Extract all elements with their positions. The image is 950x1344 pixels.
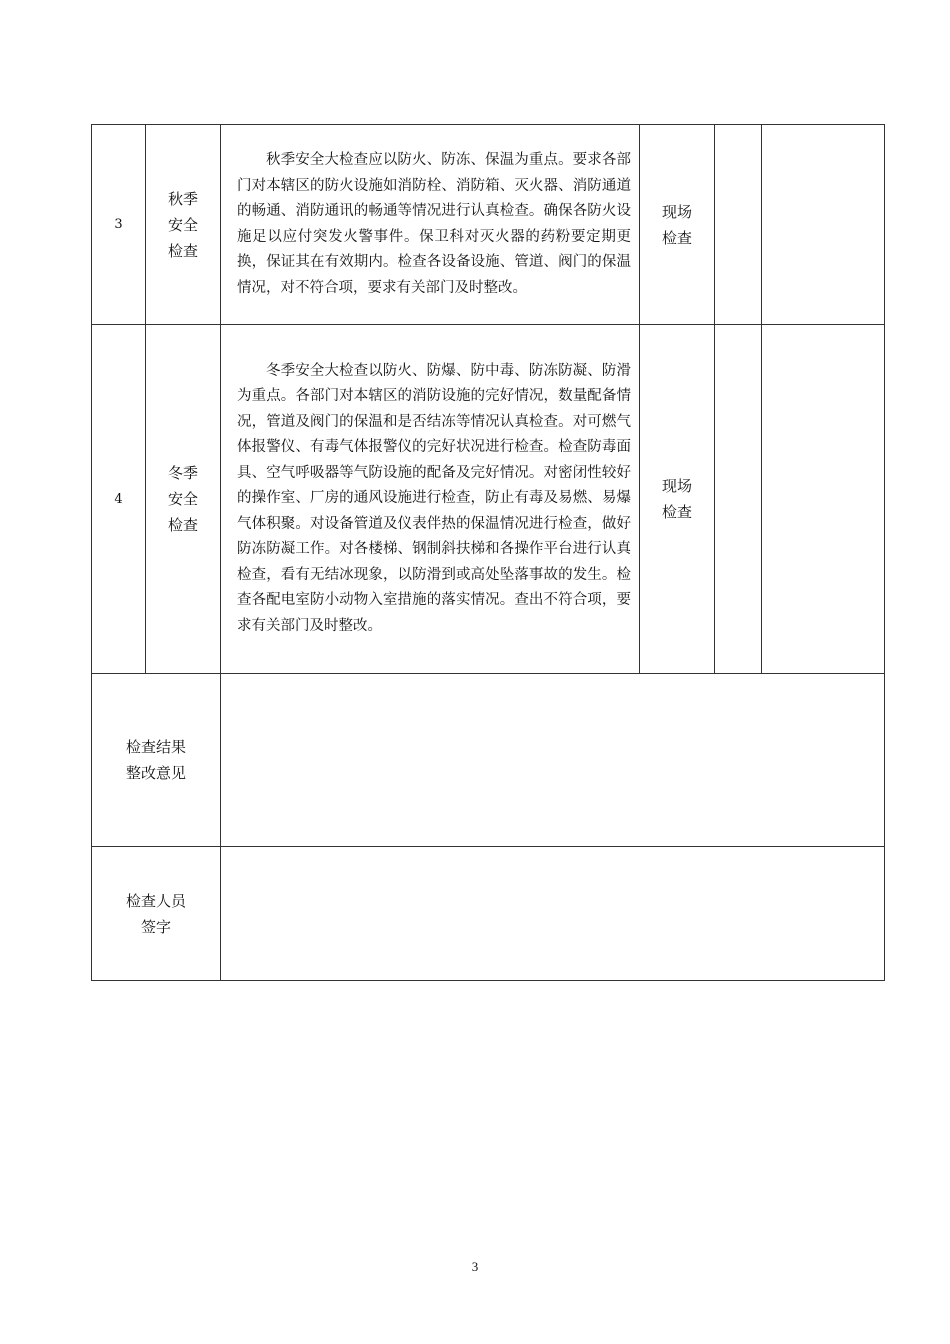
table-row [92, 125, 885, 325]
row-number: 3 [92, 125, 146, 325]
result-field[interactable] [221, 674, 885, 847]
inspection-content: 秋季安全大检查应以防火、防冻、保温为重点。要求各部门对本辖区的防火设施如消防栓、消防箱、灭火器、消防通道的畅通、消防通讯的畅通等情况进行认真检查。确保各防火设施足以应付突发火警事件。保卫科对灭火器的药粉要定期更换，保证其在有效期内。检查各设备设施、管道、阀门的保温情况，对不符合项，要求有关部门及时整改。 [221, 125, 640, 325]
row-number: 4 [92, 325, 146, 674]
table-row [92, 325, 885, 674]
empty-cell [715, 125, 762, 325]
inspection-content: 冬季安全大检查以防火、防爆、防中毒、防冻防凝、防滑为重点。各部门对本辖区的消防设施的完好情况，数量配备情况，管道及阀门的保温和是否结冻等情况认真检查。对可燃气体报警仪、有毒气体报警仪的完好状况进行检查。检查防毒面具、空气呼吸器等气防设施的配备及完好情况。对密闭性较好的操作室、厂房的通风设施进行检查，防止有毒及易燃、易爆气体积聚。对设备管道及仪表伴热的保温情况进行检查，做好防冻防凝工作。对各楼梯、钢制斜扶梯和各操作平台进行认真检查，看有无结冰现象，以防滑到或高处坠落事故的发生。检查各配电室防小动物入室措施的落实情况。查出不符合项，要求有关部门及时整改。 [221, 325, 640, 674]
empty-cell [762, 325, 885, 674]
signature-row [92, 847, 885, 981]
page-number: 3 [471, 1259, 479, 1274]
result-row [92, 674, 885, 847]
empty-cell [762, 125, 885, 325]
inspection-item: 冬季 安全 检查 [146, 325, 221, 674]
result-label: 检查结果 整改意见 [92, 674, 221, 847]
empty-cell [715, 325, 762, 674]
inspection-table [91, 124, 885, 981]
inspection-item: 秋季 安全 检查 [146, 125, 221, 325]
inspection-method: 现场 检查 [640, 125, 715, 325]
signature-label: 检查人员 签字 [92, 847, 221, 981]
signature-field[interactable] [221, 847, 885, 981]
inspection-method: 现场 检查 [640, 325, 715, 674]
